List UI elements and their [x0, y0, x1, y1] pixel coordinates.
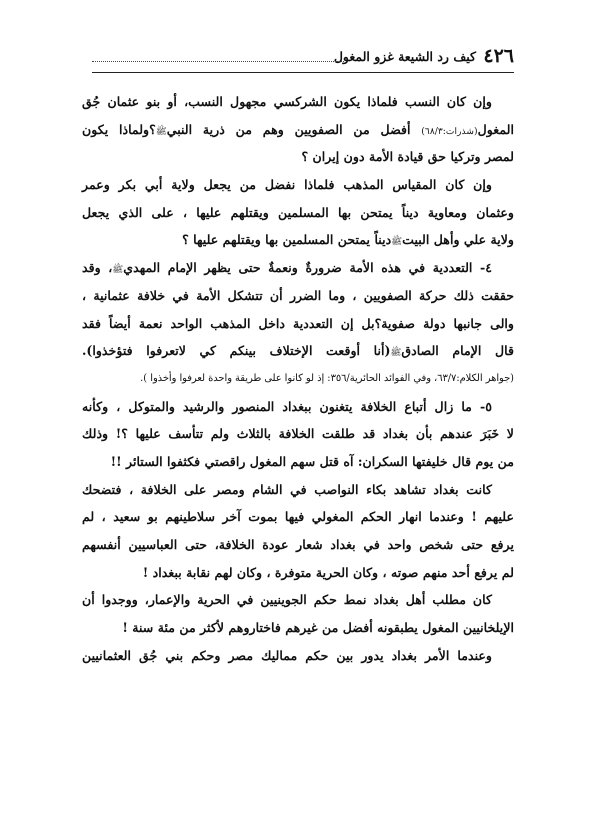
text-line: عليهم ! وعندما انهار الحكم المغولي فيها بموت آخر سلاطينهم بو سعيد ، لم [82, 509, 514, 525]
text-line: قال الإمام الصادقﷺ(أنا أوقعت الإختلاف بينكم كي لاتعرفوا فتؤخذوا). [82, 343, 514, 359]
text-line: كان مطلب أهل بغداد نمط حكم الجوينيين في الحرية والإعمار، ووجدوا أن [82, 592, 492, 608]
text-line: وعثمان ومعاوية ديناً يمتحن بها المسلمين ويقتلهم عليها ، على الذي يجعل [82, 204, 514, 220]
text-line: لمصر وتركيا حق قيادة الأمة دون إيران ؟ [301, 149, 514, 165]
page-number: ٤٢٦ [483, 45, 514, 67]
text-line: الإيلخانيين المغول يطبقونه أفضل من غيرهم فاختاروهم لأكثر من مئة سنة ! [122, 620, 514, 636]
text-line: وإن كان النسب فلماذا يكون الشركسي مجهول النسب، أو بنو عثمان جُق [82, 94, 492, 109]
page-body [82, 88, 514, 669]
header-dot-leader [92, 61, 344, 62]
header-rule [92, 72, 514, 73]
running-title: كيف رد الشيعة غزو المغول [333, 49, 476, 64]
text-line: وإن كان المقياس المذهب فلماذا نفضل من يجعل ولاية أبي بكر وعمر [82, 177, 492, 193]
honorific-symbol: ﷺ [155, 126, 167, 137]
honorific-symbol: ﷺ [112, 265, 124, 276]
text-line: يرفع حتى شخص واحد في بغداد شعار عودة الخلافة، حتى العباسيين أنفسهم [82, 537, 514, 552]
text-line: من يوم قال خليفتها السكران: آه قتل سهم المغول راقصتي فكثفوا الستائر !! [110, 453, 514, 469]
text-line: كانت بغداد تشاهد بكاء النواصب في الشام ومصر على الخلافة ، فتضحك [82, 481, 492, 497]
text-line: ٥- ما زال أتباع الخلافة يتغنون ببغداد المنصور والرشيد والمتوكل ، وكأنه [82, 398, 492, 414]
honorific-symbol: ﷺ [391, 237, 403, 248]
citation-line: (جواهر الكلام:٦٣/٧، وفي الفوائد الحائرية/٣٥٦: إذ لو كانوا على طريقة واحدة لعرفوا وأخذوا ). [140, 372, 514, 384]
text-line: ٤- التعددية في هذه الأمة ضرورةٌ ونعمةٌ حتى يظهر الإمام المهديﷺ، وقد [82, 260, 492, 276]
honorific-symbol: ﷺ [390, 348, 402, 359]
text-line: حققت ذلك حركة الصفويين ، وما الضرر أن تتشكل الأمة في خلافة عثمانية ، [82, 287, 514, 303]
text-line: المغول(شذرات:٦٨/٣) أفضل من الصفويين وهم من ذرية النبيﷺ؟ولماذا يكون [82, 121, 514, 137]
text-line: والى جانبها دولة صفوية؟بل إن التعددية داخل المذهب الواحد نعمة أيضاً فقد [82, 315, 514, 331]
text-line: لا خَبَرَ عندهم بأن بغداد قد طلقت الخلافة بالثلاث ولم تتأسف عليها ؟! وذلك [82, 426, 514, 442]
page-header [92, 44, 514, 74]
text-line: وعندما الأمر بغداد يدور بين حكم مماليك مصر وحكم بني جُق العثمانيين [82, 647, 492, 663]
citation: (شذرات:٦٨/٣) [421, 125, 478, 137]
text-line: لم يرفع أحد منهم صوته ، وكان الحرية متوفرة ، وكان لهم نقابة ببغداد ! [142, 564, 514, 580]
text-line: ولاية علي وأهل البيتﷺديناً يمتحن المسلمين بها ويقتلهم عليها ؟ [182, 232, 514, 248]
